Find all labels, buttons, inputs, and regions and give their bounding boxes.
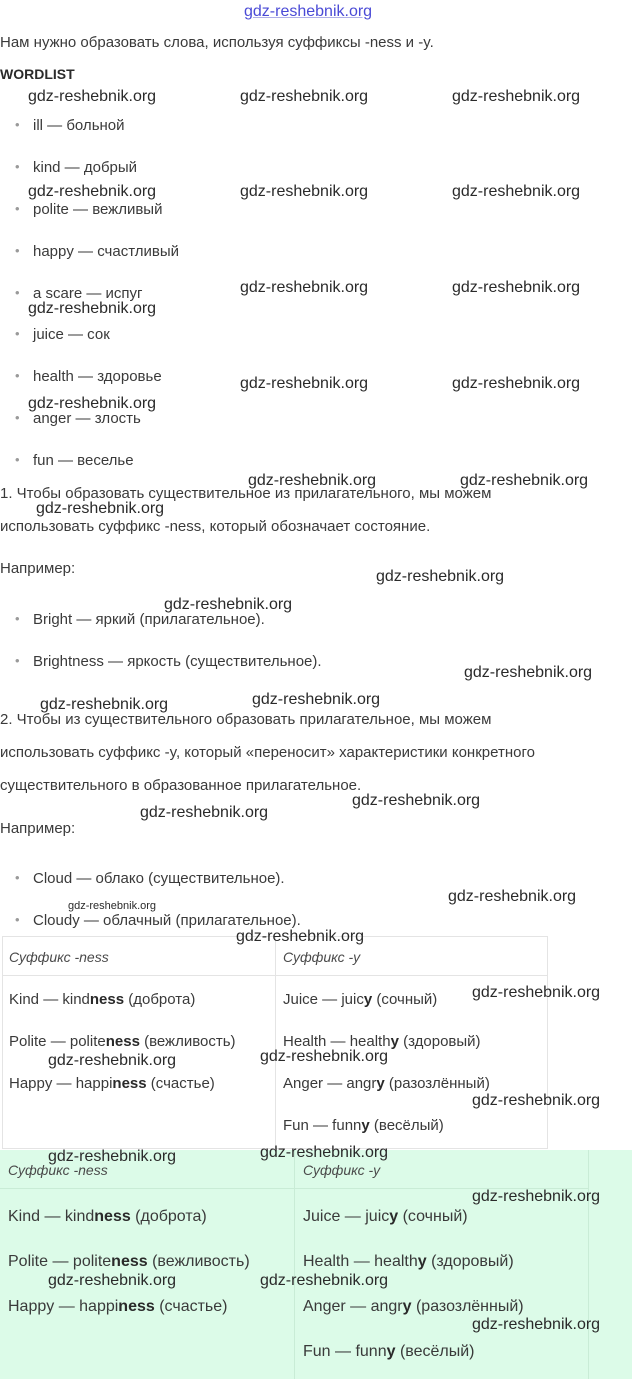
- watermark: gdz-reshebnik.org: [260, 1144, 389, 1161]
- list-item: • kind — добрый: [33, 159, 137, 176]
- table-cell: Kind — kindness (доброта): [8, 1208, 207, 1225]
- list-item: • ill — больной: [33, 117, 125, 134]
- header-y: Суффикс -y: [303, 1162, 381, 1178]
- intro-text: Нам нужно образовать слова, используя суффиксы -ness и -y.: [0, 34, 434, 51]
- table-cell: Kind — kindness (доброта): [9, 991, 196, 1008]
- table-cell: Happy — happiness (счастье): [9, 1075, 215, 1092]
- watermark: gdz-reshebnik.org: [460, 472, 589, 489]
- list-item: • polite — вежливый: [33, 201, 162, 218]
- watermark: gdz-reshebnik.org: [48, 1272, 177, 1289]
- list-item: • juice — сок: [33, 326, 110, 343]
- watermark: gdz-reshebnik.org: [452, 279, 581, 296]
- watermark: gdz-reshebnik.org: [376, 568, 505, 585]
- table-cell: Juice — juicy (сочный): [283, 991, 438, 1008]
- watermark: gdz-reshebnik.org: [164, 596, 293, 613]
- header-ness: Суффикс -ness: [9, 949, 109, 965]
- rule1-line2: использовать суффикс -ness, который обозначает состояние.: [0, 518, 431, 535]
- watermark: gdz-reshebnik.org: [236, 928, 365, 945]
- watermark: gdz-reshebnik.org: [36, 500, 165, 517]
- list-item: • health — здоровье: [33, 368, 162, 385]
- table-cell: Health — healthy (здоровый): [283, 1033, 481, 1050]
- watermark: gdz-reshebnik.org: [28, 183, 157, 200]
- watermark: gdz-reshebnik.org: [240, 375, 369, 392]
- watermark: gdz-reshebnik.org: [352, 792, 481, 809]
- watermark: gdz-reshebnik.org: [464, 664, 593, 681]
- watermark: gdz-reshebnik.org: [260, 1272, 389, 1289]
- watermark: gdz-reshebnik.org: [452, 183, 581, 200]
- list-item: • fun — веселье: [33, 452, 134, 469]
- example-item: • Bright — яркий (прилагательное).: [33, 611, 265, 628]
- list-item: • happy — счастливый: [33, 243, 179, 260]
- watermark: gdz-reshebnik.org: [252, 691, 381, 708]
- rule1-example-label: Например:: [0, 560, 76, 577]
- watermark: gdz-reshebnik.org: [28, 300, 157, 317]
- table-cell: Polite — politeness (вежливость): [8, 1253, 250, 1270]
- rule2-line1: 2. Чтобы из существительного образовать прилагательное, мы можем: [0, 711, 492, 728]
- watermark: gdz-reshebnik.org: [448, 888, 577, 905]
- watermark: gdz-reshebnik.org: [140, 804, 269, 821]
- table-cell: Happy — happiness (счастье): [8, 1298, 228, 1315]
- watermark: gdz-reshebnik.org: [472, 984, 601, 1001]
- list-item: • anger — злость: [33, 410, 141, 427]
- rule2-example-label: Например:: [0, 820, 76, 837]
- rule1-line1: 1. Чтобы образовать существительное из прилагательного, мы можем: [0, 485, 492, 502]
- watermark: gdz-reshebnik.org: [48, 1052, 177, 1069]
- table-cell: Anger — angry (разозлённый): [303, 1298, 524, 1315]
- example-item: • Cloudy — облачный (прилагательное).: [33, 912, 301, 929]
- rule2-line3: существительного в образованное прилагательное.: [0, 777, 362, 794]
- watermark: gdz-reshebnik.org: [28, 88, 157, 105]
- wordlist-title: WORDLIST: [0, 66, 75, 82]
- table-cell: Health — healthy (здоровый): [303, 1253, 514, 1270]
- watermark: gdz-reshebnik.org: [472, 1188, 601, 1205]
- watermark: gdz-reshebnik.org: [452, 375, 581, 392]
- header-y: Суффикс -y: [283, 949, 361, 965]
- table-cell: Fun — funny (весёлый): [303, 1343, 475, 1360]
- watermark: gdz-reshebnik.org: [260, 1048, 389, 1065]
- watermark: gdz-reshebnik.org: [28, 395, 157, 412]
- example-item: • Cloud — облако (существительное).: [33, 870, 285, 887]
- table-cell: Juice — juicy (сочный): [303, 1208, 468, 1225]
- rule2-line2: использовать суффикс -y, который «переносит» характеристики конкретного: [0, 744, 535, 761]
- watermark: gdz-reshebnik.org: [48, 1148, 177, 1165]
- watermark: gdz-reshebnik.org: [40, 696, 169, 713]
- watermark: gdz-reshebnik.org: [248, 472, 377, 489]
- header-ness: Суффикс -ness: [8, 1162, 108, 1178]
- table-cell: Anger — angry (разозлённый): [283, 1075, 490, 1092]
- watermark: gdz-reshebnik.org: [68, 900, 157, 912]
- suffix-table-highlighted: [0, 1150, 632, 1379]
- watermark: gdz-reshebnik.org: [240, 88, 369, 105]
- watermark: gdz-reshebnik.org: [244, 3, 373, 20]
- suffix-table: [2, 936, 548, 1149]
- watermark: gdz-reshebnik.org: [240, 183, 369, 200]
- watermark: gdz-reshebnik.org: [472, 1092, 601, 1109]
- watermark: gdz-reshebnik.org: [452, 88, 581, 105]
- watermark: gdz-reshebnik.org: [240, 279, 369, 296]
- example-item: • Brightness — яркость (существительное).: [33, 653, 322, 670]
- table-cell: Polite — politeness (вежливость): [9, 1033, 236, 1050]
- watermark: gdz-reshebnik.org: [472, 1316, 601, 1333]
- table-cell: Fun — funny (весёлый): [283, 1117, 444, 1134]
- list-item: • a scare — испуг: [33, 285, 143, 302]
